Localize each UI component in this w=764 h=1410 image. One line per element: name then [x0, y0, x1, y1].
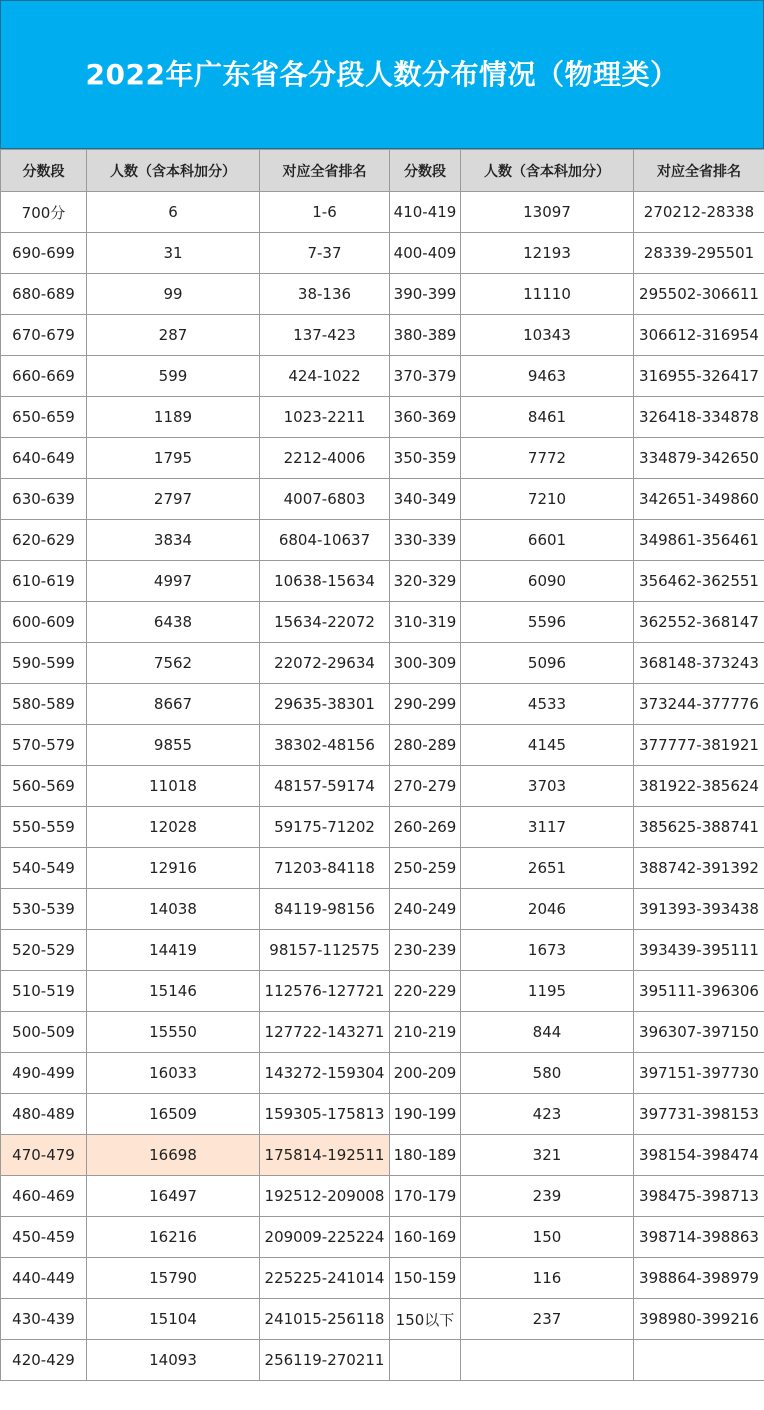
score-range-cell: 670-679 [1, 315, 87, 356]
count-cell: 31 [87, 233, 260, 274]
count-cell: 8667 [87, 684, 260, 725]
count-cell: 3834 [87, 520, 260, 561]
count-cell: 3117 [461, 807, 634, 848]
score-range-cell: 460-469 [1, 1176, 87, 1217]
score-range-cell: 330-339 [390, 520, 461, 561]
table-row [1, 643, 764, 684]
score-range-cell: 320-329 [390, 561, 461, 602]
table-row [1, 1299, 764, 1340]
rank-cell: 10638-15634 [260, 561, 390, 602]
rank-cell: 38-136 [260, 274, 390, 315]
count-cell: 4533 [461, 684, 634, 725]
rank-cell: 396307-397150 [634, 1012, 764, 1053]
rank-cell: 295502-306611 [634, 274, 764, 315]
score-range-cell: 650-659 [1, 397, 87, 438]
table-row [1, 561, 764, 602]
count-cell: 11018 [87, 766, 260, 807]
rank-cell: 15634-22072 [260, 602, 390, 643]
rank-cell: 256119-270211 [260, 1340, 390, 1381]
count-cell: 16033 [87, 1053, 260, 1094]
score-range-cell: 640-649 [1, 438, 87, 479]
rank-cell: 398154-398474 [634, 1135, 764, 1176]
count-cell: 16497 [87, 1176, 260, 1217]
rank-cell [634, 1340, 764, 1381]
score-range-cell: 540-549 [1, 848, 87, 889]
rank-cell: 98157-112575 [260, 930, 390, 971]
count-cell: 8461 [461, 397, 634, 438]
count-cell: 5096 [461, 643, 634, 684]
rank-cell: 362552-368147 [634, 602, 764, 643]
rank-cell: 127722-143271 [260, 1012, 390, 1053]
count-cell: 287 [87, 315, 260, 356]
header-rank: 对应全省排名 [260, 150, 390, 192]
score-range-cell: 390-399 [390, 274, 461, 315]
table-row [1, 889, 764, 930]
rank-cell: 342651-349860 [634, 479, 764, 520]
count-cell: 599 [87, 356, 260, 397]
count-cell: 321 [461, 1135, 634, 1176]
count-cell: 1673 [461, 930, 634, 971]
score-range-cell: 260-269 [390, 807, 461, 848]
count-cell [461, 1340, 634, 1381]
rank-cell: 209009-225224 [260, 1217, 390, 1258]
score-range-cell: 190-199 [390, 1094, 461, 1135]
score-range-cell: 220-229 [390, 971, 461, 1012]
score-range-cell: 430-439 [1, 1299, 87, 1340]
table-row [1, 274, 764, 315]
count-cell: 423 [461, 1094, 634, 1135]
rank-cell: 6804-10637 [260, 520, 390, 561]
rank-cell: 395111-396306 [634, 971, 764, 1012]
score-range-cell: 420-429 [1, 1340, 87, 1381]
table-header-row [1, 150, 764, 192]
rank-cell: 398475-398713 [634, 1176, 764, 1217]
score-range-cell: 290-299 [390, 684, 461, 725]
rank-cell: 29635-38301 [260, 684, 390, 725]
header-count-2: 人数（含本科加分） [461, 150, 634, 192]
score-range-cell: 470-479 [1, 1135, 87, 1176]
rank-cell: 225225-241014 [260, 1258, 390, 1299]
count-cell: 11110 [461, 274, 634, 315]
count-cell: 2797 [87, 479, 260, 520]
header-rank-2: 对应全省排名 [634, 150, 764, 192]
table-row [1, 520, 764, 561]
table-row [1, 479, 764, 520]
count-cell: 14419 [87, 930, 260, 971]
table-row [1, 725, 764, 766]
table-row [1, 1176, 764, 1217]
score-range-cell: 300-309 [390, 643, 461, 684]
score-range-cell: 590-599 [1, 643, 87, 684]
rank-cell: 59175-71202 [260, 807, 390, 848]
rank-cell: 7-37 [260, 233, 390, 274]
rank-cell: 377777-381921 [634, 725, 764, 766]
table-row [1, 233, 764, 274]
rank-cell: 381922-385624 [634, 766, 764, 807]
score-range-cell: 700分 [1, 192, 87, 233]
score-range-cell: 450-459 [1, 1217, 87, 1258]
count-cell: 15790 [87, 1258, 260, 1299]
score-range-cell [390, 1340, 461, 1381]
table-row [1, 1340, 764, 1381]
count-cell: 12028 [87, 807, 260, 848]
count-cell: 9463 [461, 356, 634, 397]
table-row [1, 1012, 764, 1053]
table-row [1, 602, 764, 643]
score-range-cell: 210-219 [390, 1012, 461, 1053]
table-row [1, 438, 764, 479]
score-range-cell: 440-449 [1, 1258, 87, 1299]
page-title: 2022年广东省各分段人数分布情况（物理类） [85, 57, 679, 91]
count-cell: 4145 [461, 725, 634, 766]
score-range-cell: 410-419 [390, 192, 461, 233]
count-cell: 14038 [87, 889, 260, 930]
score-range-cell: 560-569 [1, 766, 87, 807]
table-body [1, 192, 764, 1381]
score-range-cell: 530-539 [1, 889, 87, 930]
rank-cell: 2212-4006 [260, 438, 390, 479]
count-cell: 7772 [461, 438, 634, 479]
score-range-cell: 160-169 [390, 1217, 461, 1258]
rank-cell: 391393-393438 [634, 889, 764, 930]
rank-cell: 373244-377776 [634, 684, 764, 725]
count-cell: 14093 [87, 1340, 260, 1381]
score-range-cell: 200-209 [390, 1053, 461, 1094]
count-cell: 6090 [461, 561, 634, 602]
score-range-cell: 350-359 [390, 438, 461, 479]
count-cell: 15550 [87, 1012, 260, 1053]
count-cell: 2651 [461, 848, 634, 889]
score-range-cell: 400-409 [390, 233, 461, 274]
rank-cell: 143272-159304 [260, 1053, 390, 1094]
table-row [1, 1053, 764, 1094]
score-range-cell: 360-369 [390, 397, 461, 438]
rank-cell: 38302-48156 [260, 725, 390, 766]
rank-cell: 175814-192511 [260, 1135, 390, 1176]
count-cell: 2046 [461, 889, 634, 930]
count-cell: 1189 [87, 397, 260, 438]
score-range-cell: 550-559 [1, 807, 87, 848]
rank-cell: 388742-391392 [634, 848, 764, 889]
rank-cell: 4007-6803 [260, 479, 390, 520]
table-row [1, 315, 764, 356]
rank-cell: 326418-334878 [634, 397, 764, 438]
rank-cell: 397731-398153 [634, 1094, 764, 1135]
table-row [1, 807, 764, 848]
rank-cell: 424-1022 [260, 356, 390, 397]
score-range-cell: 580-589 [1, 684, 87, 725]
rank-cell: 241015-256118 [260, 1299, 390, 1340]
rank-cell: 356462-362551 [634, 561, 764, 602]
count-cell: 7210 [461, 479, 634, 520]
rank-cell: 1023-2211 [260, 397, 390, 438]
rank-cell: 28339-295501 [634, 233, 764, 274]
count-cell: 15146 [87, 971, 260, 1012]
score-range-cell: 340-349 [390, 479, 461, 520]
rank-cell: 270212-28338 [634, 192, 764, 233]
count-cell: 116 [461, 1258, 634, 1299]
rank-cell: 316955-326417 [634, 356, 764, 397]
rank-cell: 137-423 [260, 315, 390, 356]
score-range-cell: 280-289 [390, 725, 461, 766]
header-count: 人数（含本科加分） [87, 150, 260, 192]
rank-cell: 112576-127721 [260, 971, 390, 1012]
score-range-cell: 600-609 [1, 602, 87, 643]
table-row [1, 1258, 764, 1299]
title-banner [0, 0, 764, 149]
rank-cell: 398980-399216 [634, 1299, 764, 1340]
count-cell: 15104 [87, 1299, 260, 1340]
count-cell: 150 [461, 1217, 634, 1258]
score-range-cell: 150以下 [390, 1299, 461, 1340]
count-cell: 580 [461, 1053, 634, 1094]
score-range-cell: 240-249 [390, 889, 461, 930]
count-cell: 13097 [461, 192, 634, 233]
rank-cell: 385625-388741 [634, 807, 764, 848]
table-row [1, 1135, 764, 1176]
score-range-cell: 680-689 [1, 274, 87, 315]
rank-cell: 334879-342650 [634, 438, 764, 479]
score-range-cell: 620-629 [1, 520, 87, 561]
header-score-range-2: 分数段 [390, 150, 461, 192]
score-range-cell: 250-259 [390, 848, 461, 889]
rank-cell: 368148-373243 [634, 643, 764, 684]
count-cell: 6438 [87, 602, 260, 643]
score-range-cell: 630-639 [1, 479, 87, 520]
score-range-cell: 490-499 [1, 1053, 87, 1094]
score-range-cell: 610-619 [1, 561, 87, 602]
score-range-cell: 270-279 [390, 766, 461, 807]
rank-cell: 48157-59174 [260, 766, 390, 807]
count-cell: 6 [87, 192, 260, 233]
table-row [1, 684, 764, 725]
count-cell: 16216 [87, 1217, 260, 1258]
table-row [1, 192, 764, 233]
count-cell: 9855 [87, 725, 260, 766]
count-cell: 5596 [461, 602, 634, 643]
score-range-cell: 690-699 [1, 233, 87, 274]
rank-cell: 192512-209008 [260, 1176, 390, 1217]
score-range-cell: 380-389 [390, 315, 461, 356]
rank-cell: 159305-175813 [260, 1094, 390, 1135]
table-row [1, 1094, 764, 1135]
score-distribution-table [0, 149, 764, 1381]
count-cell: 12916 [87, 848, 260, 889]
score-range-cell: 500-509 [1, 1012, 87, 1053]
score-range-cell: 660-669 [1, 356, 87, 397]
count-cell: 16698 [87, 1135, 260, 1176]
count-cell: 7562 [87, 643, 260, 684]
rank-cell: 1-6 [260, 192, 390, 233]
count-cell: 99 [87, 274, 260, 315]
count-cell: 844 [461, 1012, 634, 1053]
table-row [1, 356, 764, 397]
score-range-cell: 310-319 [390, 602, 461, 643]
rank-cell: 84119-98156 [260, 889, 390, 930]
table-row [1, 848, 764, 889]
score-range-cell: 480-489 [1, 1094, 87, 1135]
score-range-cell: 370-379 [390, 356, 461, 397]
count-cell: 6601 [461, 520, 634, 561]
rank-cell: 393439-395111 [634, 930, 764, 971]
rank-cell: 349861-356461 [634, 520, 764, 561]
score-range-cell: 150-159 [390, 1258, 461, 1299]
score-range-cell: 180-189 [390, 1135, 461, 1176]
count-cell: 10343 [461, 315, 634, 356]
rank-cell: 398714-398863 [634, 1217, 764, 1258]
rank-cell: 22072-29634 [260, 643, 390, 684]
count-cell: 12193 [461, 233, 634, 274]
score-range-cell: 570-579 [1, 725, 87, 766]
score-range-cell: 520-529 [1, 930, 87, 971]
rank-cell: 398864-398979 [634, 1258, 764, 1299]
score-range-cell: 510-519 [1, 971, 87, 1012]
count-cell: 4997 [87, 561, 260, 602]
table-row [1, 971, 764, 1012]
count-cell: 1795 [87, 438, 260, 479]
rank-cell: 306612-316954 [634, 315, 764, 356]
count-cell: 16509 [87, 1094, 260, 1135]
table-row [1, 766, 764, 807]
count-cell: 237 [461, 1299, 634, 1340]
header-score-range: 分数段 [1, 150, 87, 192]
count-cell: 1195 [461, 971, 634, 1012]
table-row [1, 1217, 764, 1258]
count-cell: 3703 [461, 766, 634, 807]
table-row [1, 397, 764, 438]
rank-cell: 71203-84118 [260, 848, 390, 889]
score-range-cell: 170-179 [390, 1176, 461, 1217]
table-row [1, 930, 764, 971]
count-cell: 239 [461, 1176, 634, 1217]
score-range-cell: 230-239 [390, 930, 461, 971]
rank-cell: 397151-397730 [634, 1053, 764, 1094]
